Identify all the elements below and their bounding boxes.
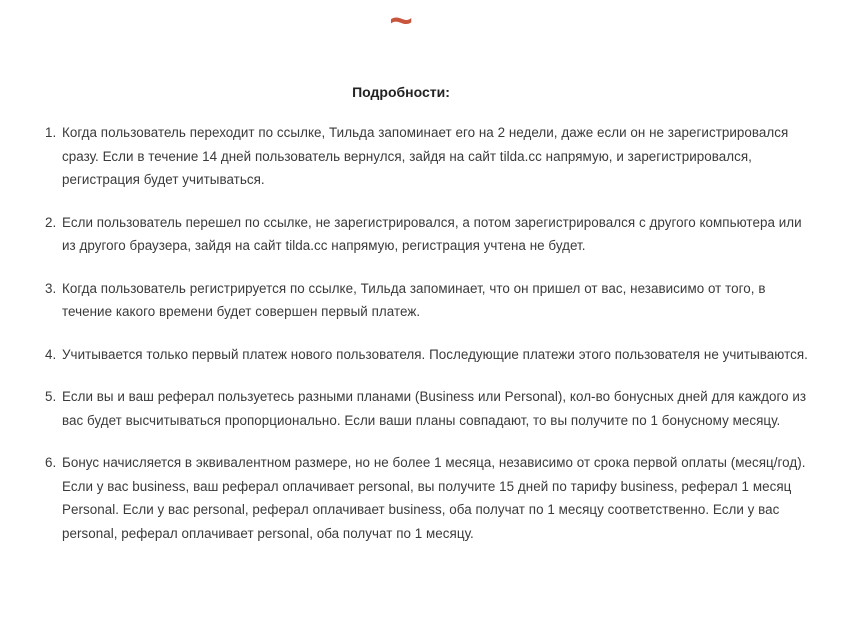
list-item bbox=[45, 211, 815, 258]
list-item bbox=[45, 343, 815, 367]
list-item-text: Когда пользователь регистрируется по ссылке, Тильда запоминает, что он пришел от вас, независимо от того, в течение какого времени будет совершен первый платеж. bbox=[62, 280, 766, 319]
list-item-number: 4. bbox=[45, 346, 57, 362]
list-item bbox=[45, 385, 815, 432]
list-item-text: Учитывается только первый платеж нового пользователя. Последующие платежи этого пользователя не учитываются. bbox=[62, 346, 808, 362]
list-item-text: Бонус начисляется в эквивалентном размере, но не более 1 месяца, независимо от срока первой оплаты (месяц/год). Если у вас business, ваш реферал оплачивает personal, вы получите 15 дней по тарифу business, реферал 1 месяц Personal. Если у вас personal, реферал оплачивает business, оба получат по 1 месяцу соответственно. Если у вас personal, реферал оплачивает personal, оба получат по 1 месяцу. bbox=[62, 455, 806, 541]
list-item-number: 6. bbox=[45, 455, 57, 470]
section-title: Подробности: bbox=[352, 84, 450, 100]
list-item-number: 1. bbox=[45, 125, 57, 140]
list-item bbox=[45, 277, 815, 324]
details-list bbox=[45, 121, 815, 564]
list-item bbox=[45, 451, 815, 545]
list-item-number: 5. bbox=[45, 389, 57, 404]
list-item-number: 2. bbox=[45, 214, 57, 230]
list-item-text: Если пользователь перешел по ссылке, не зарегистрировался, а потом зарегистрировался с другого компьютера или из другого браузера, зайдя на сайт tilda.cc напрямую, регистрация учтена не будет. bbox=[62, 214, 802, 253]
list-item-number: 3. bbox=[45, 280, 57, 296]
list-item-text: Когда пользователь переходит по ссылке, Тильда запоминает его на 2 недели, даже если он не зарегистрировался сразу. Если в течение 14 дней пользователь вернулся, зайдя на сайт tilda.cc напрямую, и зарегистрировался, регистрация будет учитываться. bbox=[62, 125, 789, 187]
list-item-text: Если вы и ваш реферал пользуетесь разными планами (Business или Personal), кол-во бонусных дней для каждого из вас будет высчитываться пропорционально. Если ваши планы совпадают, то вы получите по 1 бонусному месяцу. bbox=[62, 389, 807, 428]
list-item bbox=[45, 121, 815, 192]
tilde-divider-icon: ~ bbox=[389, 0, 413, 43]
